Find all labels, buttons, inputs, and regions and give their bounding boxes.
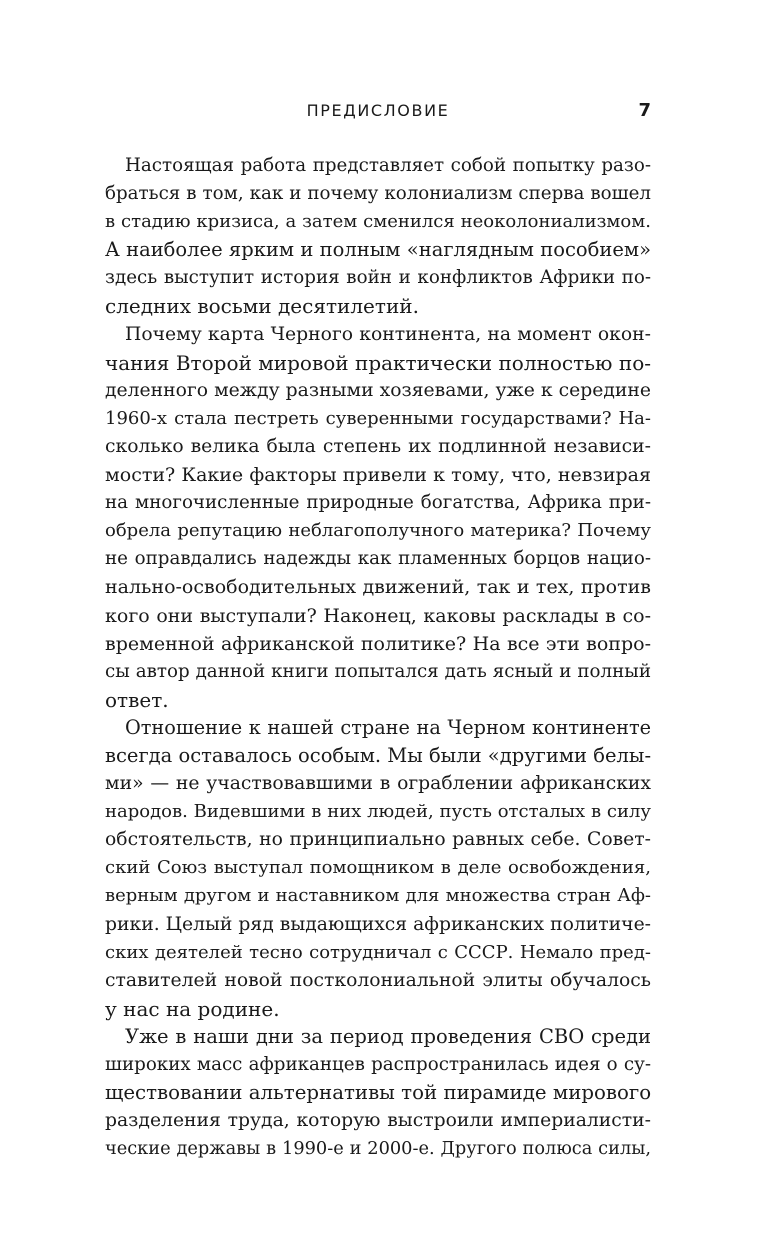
text-line: рики. Целый ряд выдающихся африканских политиче- bbox=[105, 913, 651, 935]
text-line: не оправдались надежды как пламенных борцов нацио- bbox=[105, 548, 651, 570]
text-line: чания Второй мировой практически полностью по- bbox=[105, 350, 651, 375]
text-line: ских деятелей тесно сотрудничал с СССР. Немало пред- bbox=[105, 941, 651, 963]
text-line: ми» — не участвовавшими в ограблении африканских bbox=[105, 773, 651, 795]
text-line: А наиболее ярким и полным «наглядным пособием» bbox=[105, 238, 651, 262]
text-line: сколько велика была степень их подлинной независи- bbox=[105, 435, 651, 457]
text-line: нально-освободительных движений, так и тех, против bbox=[105, 576, 651, 599]
text-line: на многочисленные природные богатства, Африка при- bbox=[105, 492, 651, 514]
text-line: Уже в наши дни за период проведения СВО среди bbox=[125, 1024, 651, 1048]
running-header bbox=[105, 96, 651, 126]
text-line: обрела репутацию неблагополучного материка? Почему bbox=[105, 520, 651, 542]
text-line: обстоятельств, но принципиально равных себе. Совет- bbox=[105, 829, 651, 851]
text-line: верным другом и наставником для множества стран Аф- bbox=[105, 885, 651, 907]
text-line: народов. Видевшими в них людей, пусть отсталых в силу bbox=[105, 801, 651, 823]
text-line: ставителей новой постколониальной элиты обучалось bbox=[105, 969, 651, 991]
body-text bbox=[105, 152, 651, 1163]
text-line: у нас на родине. bbox=[105, 996, 280, 1021]
text-line: 1960-х стала пестреть суверенными государствами? На- bbox=[105, 407, 651, 429]
text-line: деленного между разными хозяевами, уже к середине bbox=[105, 379, 651, 401]
text-line: ответ. bbox=[105, 687, 169, 712]
text-line: Настоящая работа представляет собой попытку разо- bbox=[125, 155, 651, 176]
text-line: ский Союз выступал помощником в деле освобождения, bbox=[105, 857, 651, 879]
text-line: временной африканской политике? На все эти вопро- bbox=[105, 632, 651, 655]
chapter-title: ПРЕДИСЛОВИЕ bbox=[306, 101, 450, 120]
text-line: всегда оставалось особым. Мы были «другими белы- bbox=[105, 743, 652, 767]
text-line: Отношение к нашей стране на Черном континенте bbox=[125, 715, 651, 739]
text-line: ществовании альтернативы той пирамиде мирового bbox=[105, 1081, 652, 1105]
text-line: в стадию кризиса, а затем сменился неоколониализмом. bbox=[105, 211, 651, 233]
text-line: Почему карта Черного континента, на момент окон- bbox=[125, 323, 651, 345]
text-line: следних восьми десятилетий. bbox=[105, 294, 419, 319]
text-line: ческие державы в 1990-е и 2000-е. Другого полюса силы, bbox=[105, 1139, 651, 1160]
text-line: браться в том, как и почему колониализм сперва вошел bbox=[105, 183, 651, 205]
text-line: разделения труда, которую выстроили империалисти- bbox=[105, 1110, 651, 1132]
text-line: здесь выступит история войн и конфликтов Африки по- bbox=[105, 267, 651, 289]
text-line: широких масс африканцев распространилась идея о су- bbox=[105, 1054, 651, 1075]
text-line: мости? Какие факторы привели к тому, что, невзирая bbox=[105, 464, 651, 487]
text-line: кого они выступали? Наконец, каковы расклады в со- bbox=[105, 604, 651, 627]
page-number: 7 bbox=[638, 100, 651, 121]
text-line: сы автор данной книги попытался дать ясный и полный bbox=[105, 660, 651, 682]
